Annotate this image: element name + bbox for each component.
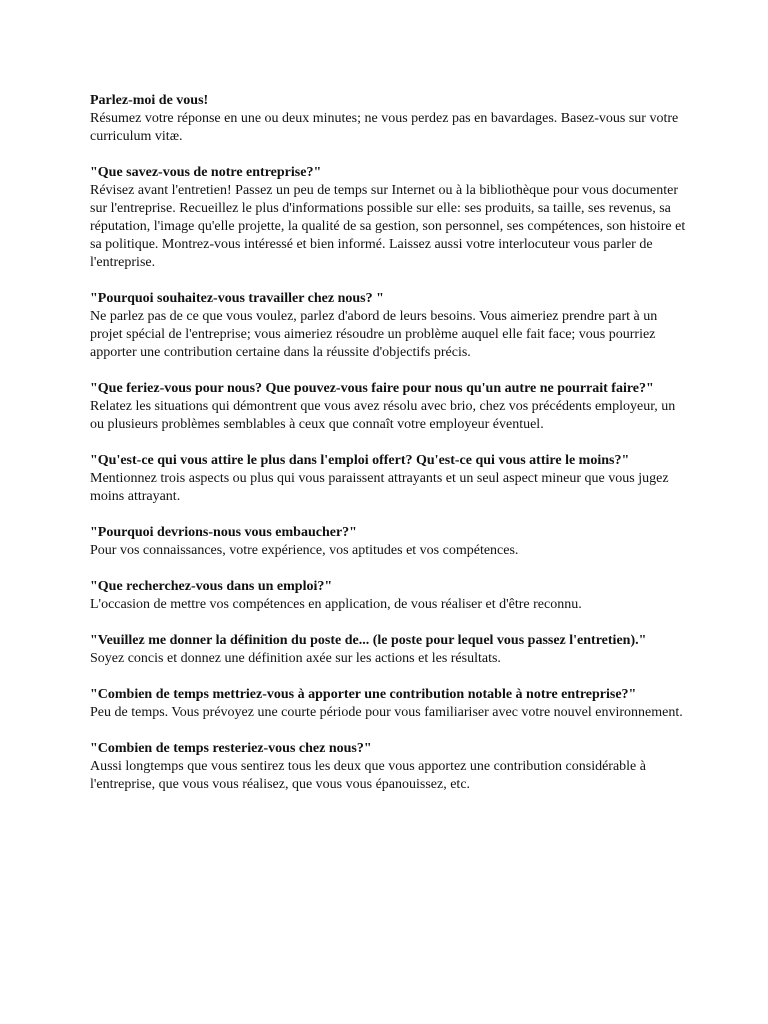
answer-paragraph: Révisez avant l'entretien! Passez un peu de temps sur Internet ou à la bibliothèque pour vous documenter sur l'entreprise. Recueillez le plus d'informations possible sur elle: ses produits, sa taille, ses revenus, sa réputation, l'image qu'elle projette, la qualité de sa gestion, son personnel, ses compétences, son histoire et sa politique. Montrez-vous intéressé et bien informé. Laissez aussi votre interlocuteur vous parler de l'entreprise. xyxy=(90,183,686,270)
answer-paragraph: Soyez concis et donnez une définition axée sur les actions et les résultats. xyxy=(90,651,501,666)
qa-block-8 xyxy=(90,632,690,668)
question-heading: "Pourquoi devrions-nous vous embaucher?" xyxy=(90,525,357,540)
answer-paragraph: Relatez les situations qui démontrent que vous avez résolu avec brio, chez vos précédents employeur, un ou plusieurs problèmes semblables à ceux que connaît votre employeur éventuel. xyxy=(90,399,676,432)
qa-block-1 xyxy=(90,92,690,146)
answer-paragraph: Pour vos connaissances, votre expérience, vos aptitudes et vos compétences. xyxy=(90,543,519,558)
answer-paragraph: Aussi longtemps que vous sentirez tous les deux que vous apportez une contribution considérable à l'entreprise, que vous vous réalisez, que vous vous épanouissez, etc. xyxy=(90,759,646,792)
answer-paragraph: Ne parlez pas de ce que vous voulez, parlez d'abord de leurs besoins. Vous aimeriez prendre part à un projet spécial de l'entreprise; vous aimeriez résoudre un problème auquel elle fait face; vous pourriez apporter une contribution certaine dans la réussite d'objectifs précis. xyxy=(90,309,658,360)
question-heading: "Veuillez me donner la définition du poste de... (le poste pour lequel vous passez l'entretien)." xyxy=(90,633,647,648)
question-heading: "Que recherchez-vous dans un emploi?" xyxy=(90,579,333,594)
qa-block-9 xyxy=(90,686,690,722)
question-heading: Parlez-moi de vous! xyxy=(90,93,209,108)
qa-block-4 xyxy=(90,380,690,434)
qa-block-7 xyxy=(90,578,690,614)
document-page xyxy=(90,92,690,812)
qa-block-6 xyxy=(90,524,690,560)
answer-paragraph: Peu de temps. Vous prévoyez une courte période pour vous familiariser avec votre nouvel environnement. xyxy=(90,705,683,720)
question-heading: "Qu'est-ce qui vous attire le plus dans l'emploi offert? Qu'est-ce qui vous attire le moins?" xyxy=(90,453,630,468)
answer-paragraph: Mentionnez trois aspects ou plus qui vous paraissent attrayants et un seul aspect mineur que vous jugez moins attrayant. xyxy=(90,471,669,504)
qa-block-10 xyxy=(90,740,690,794)
question-heading: "Que feriez-vous pour nous? Que pouvez-vous faire pour nous qu'un autre ne pourrait faire?" xyxy=(90,381,654,396)
question-heading: "Combien de temps mettriez-vous à apporter une contribution notable à notre entreprise?" xyxy=(90,687,637,702)
question-heading: "Que savez-vous de notre entreprise?" xyxy=(90,165,322,180)
question-heading: "Pourquoi souhaitez-vous travailler chez nous? " xyxy=(90,291,384,306)
question-heading: "Combien de temps resteriez-vous chez nous?" xyxy=(90,741,372,756)
qa-block-2 xyxy=(90,164,690,272)
answer-paragraph: Résumez votre réponse en une ou deux minutes; ne vous perdez pas en bavardages. Basez-vous sur votre curriculum vitæ. xyxy=(90,111,679,144)
answer-paragraph: L'occasion de mettre vos compétences en application, de vous réaliser et d'être reconnu. xyxy=(90,597,582,612)
qa-block-3 xyxy=(90,290,690,362)
qa-block-5 xyxy=(90,452,690,506)
